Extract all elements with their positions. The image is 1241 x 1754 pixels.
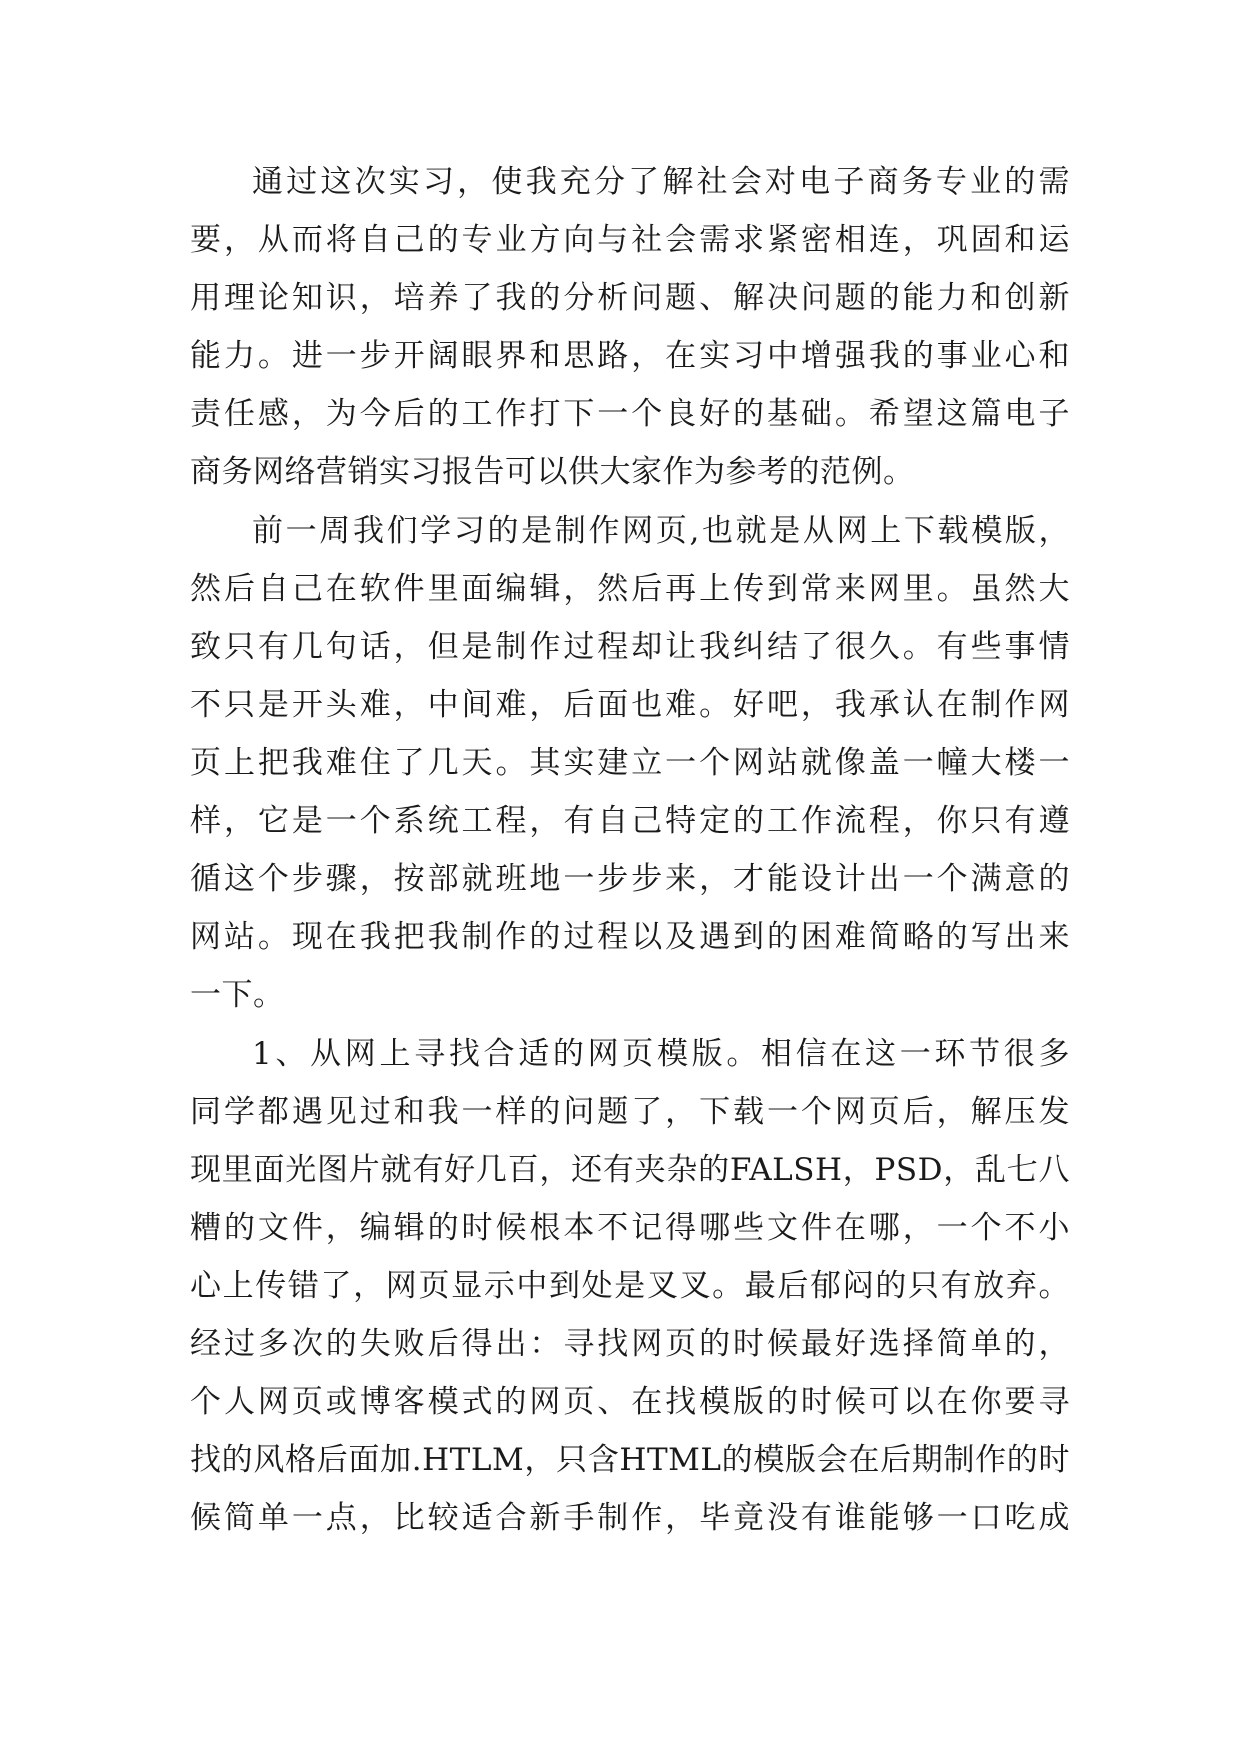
text-line: 心上传错了，网页显示中到处是叉叉。最后郁闷的只有放弃。 [190, 1268, 1070, 1304]
text-line: 通过这次实习，使我充分了解社会对电子商务专业的需 [252, 164, 1070, 200]
text-line: 一下。 [190, 977, 285, 1013]
text-line: 1、从网上寻找合适的网页模版。相信在这一环节很多 [252, 1036, 1070, 1072]
text-line: 个人网页或博客模式的网页、在找模版的时候可以在你要寻 [190, 1384, 1070, 1420]
text-line: 页上把我难住了几天。其实建立一个网站就像盖一幢大楼一 [190, 745, 1070, 781]
text-line: 同学都遇见过和我一样的问题了，下载一个网页后，解压发 [190, 1094, 1070, 1130]
text-line: 然后自己在软件里面编辑，然后再上传到常来网里。虽然大 [190, 571, 1070, 607]
text-line: 经过多次的失败后得出：寻找网页的时候最好选择简单的， [190, 1326, 1070, 1362]
text-line: 要，从而将自己的专业方向与社会需求紧密相连，巩固和运 [190, 222, 1070, 258]
text-line: 用理论知识，培养了我的分析问题、解决问题的能力和创新 [190, 280, 1070, 316]
text-line: 现里面光图片就有好几百，还有夹杂的FALSH，PSD，乱七八 [190, 1152, 1070, 1188]
text-line: 能力。进一步开阔眼界和思路，在实习中增强我的事业心和 [190, 338, 1070, 374]
text-line: 样，它是一个系统工程，有自己特定的工作流程，你只有遵 [190, 803, 1070, 839]
text-line: 致只有几句话，但是制作过程却让我纠结了很久。有些事情 [190, 629, 1070, 665]
text-line: 网站。现在我把我制作的过程以及遇到的困难简略的写出来 [190, 919, 1070, 955]
text-line: 候简单一点，比较适合新手制作，毕竟没有谁能够一口吃成 [190, 1500, 1070, 1536]
text-line: 糟的文件，编辑的时候根本不记得哪些文件在哪，一个不小 [190, 1210, 1070, 1246]
text-line: 找的风格后面加.HTLM，只含HTML的模版会在后期制作的时 [190, 1442, 1070, 1478]
text-line: 责任感，为今后的工作打下一个良好的基础。希望这篇电子 [190, 396, 1070, 432]
text-line: 不只是开头难，中间难，后面也难。好吧，我承认在制作网 [190, 687, 1070, 723]
text-line: 前一周我们学习的是制作网页,也就是从网上下载模版， [252, 513, 1070, 549]
text-line: 循这个步骤，按部就班地一步步来，才能设计出一个满意的 [190, 861, 1070, 897]
text-line: 商务网络营销实习报告可以供大家作为参考的范例。 [190, 454, 915, 490]
